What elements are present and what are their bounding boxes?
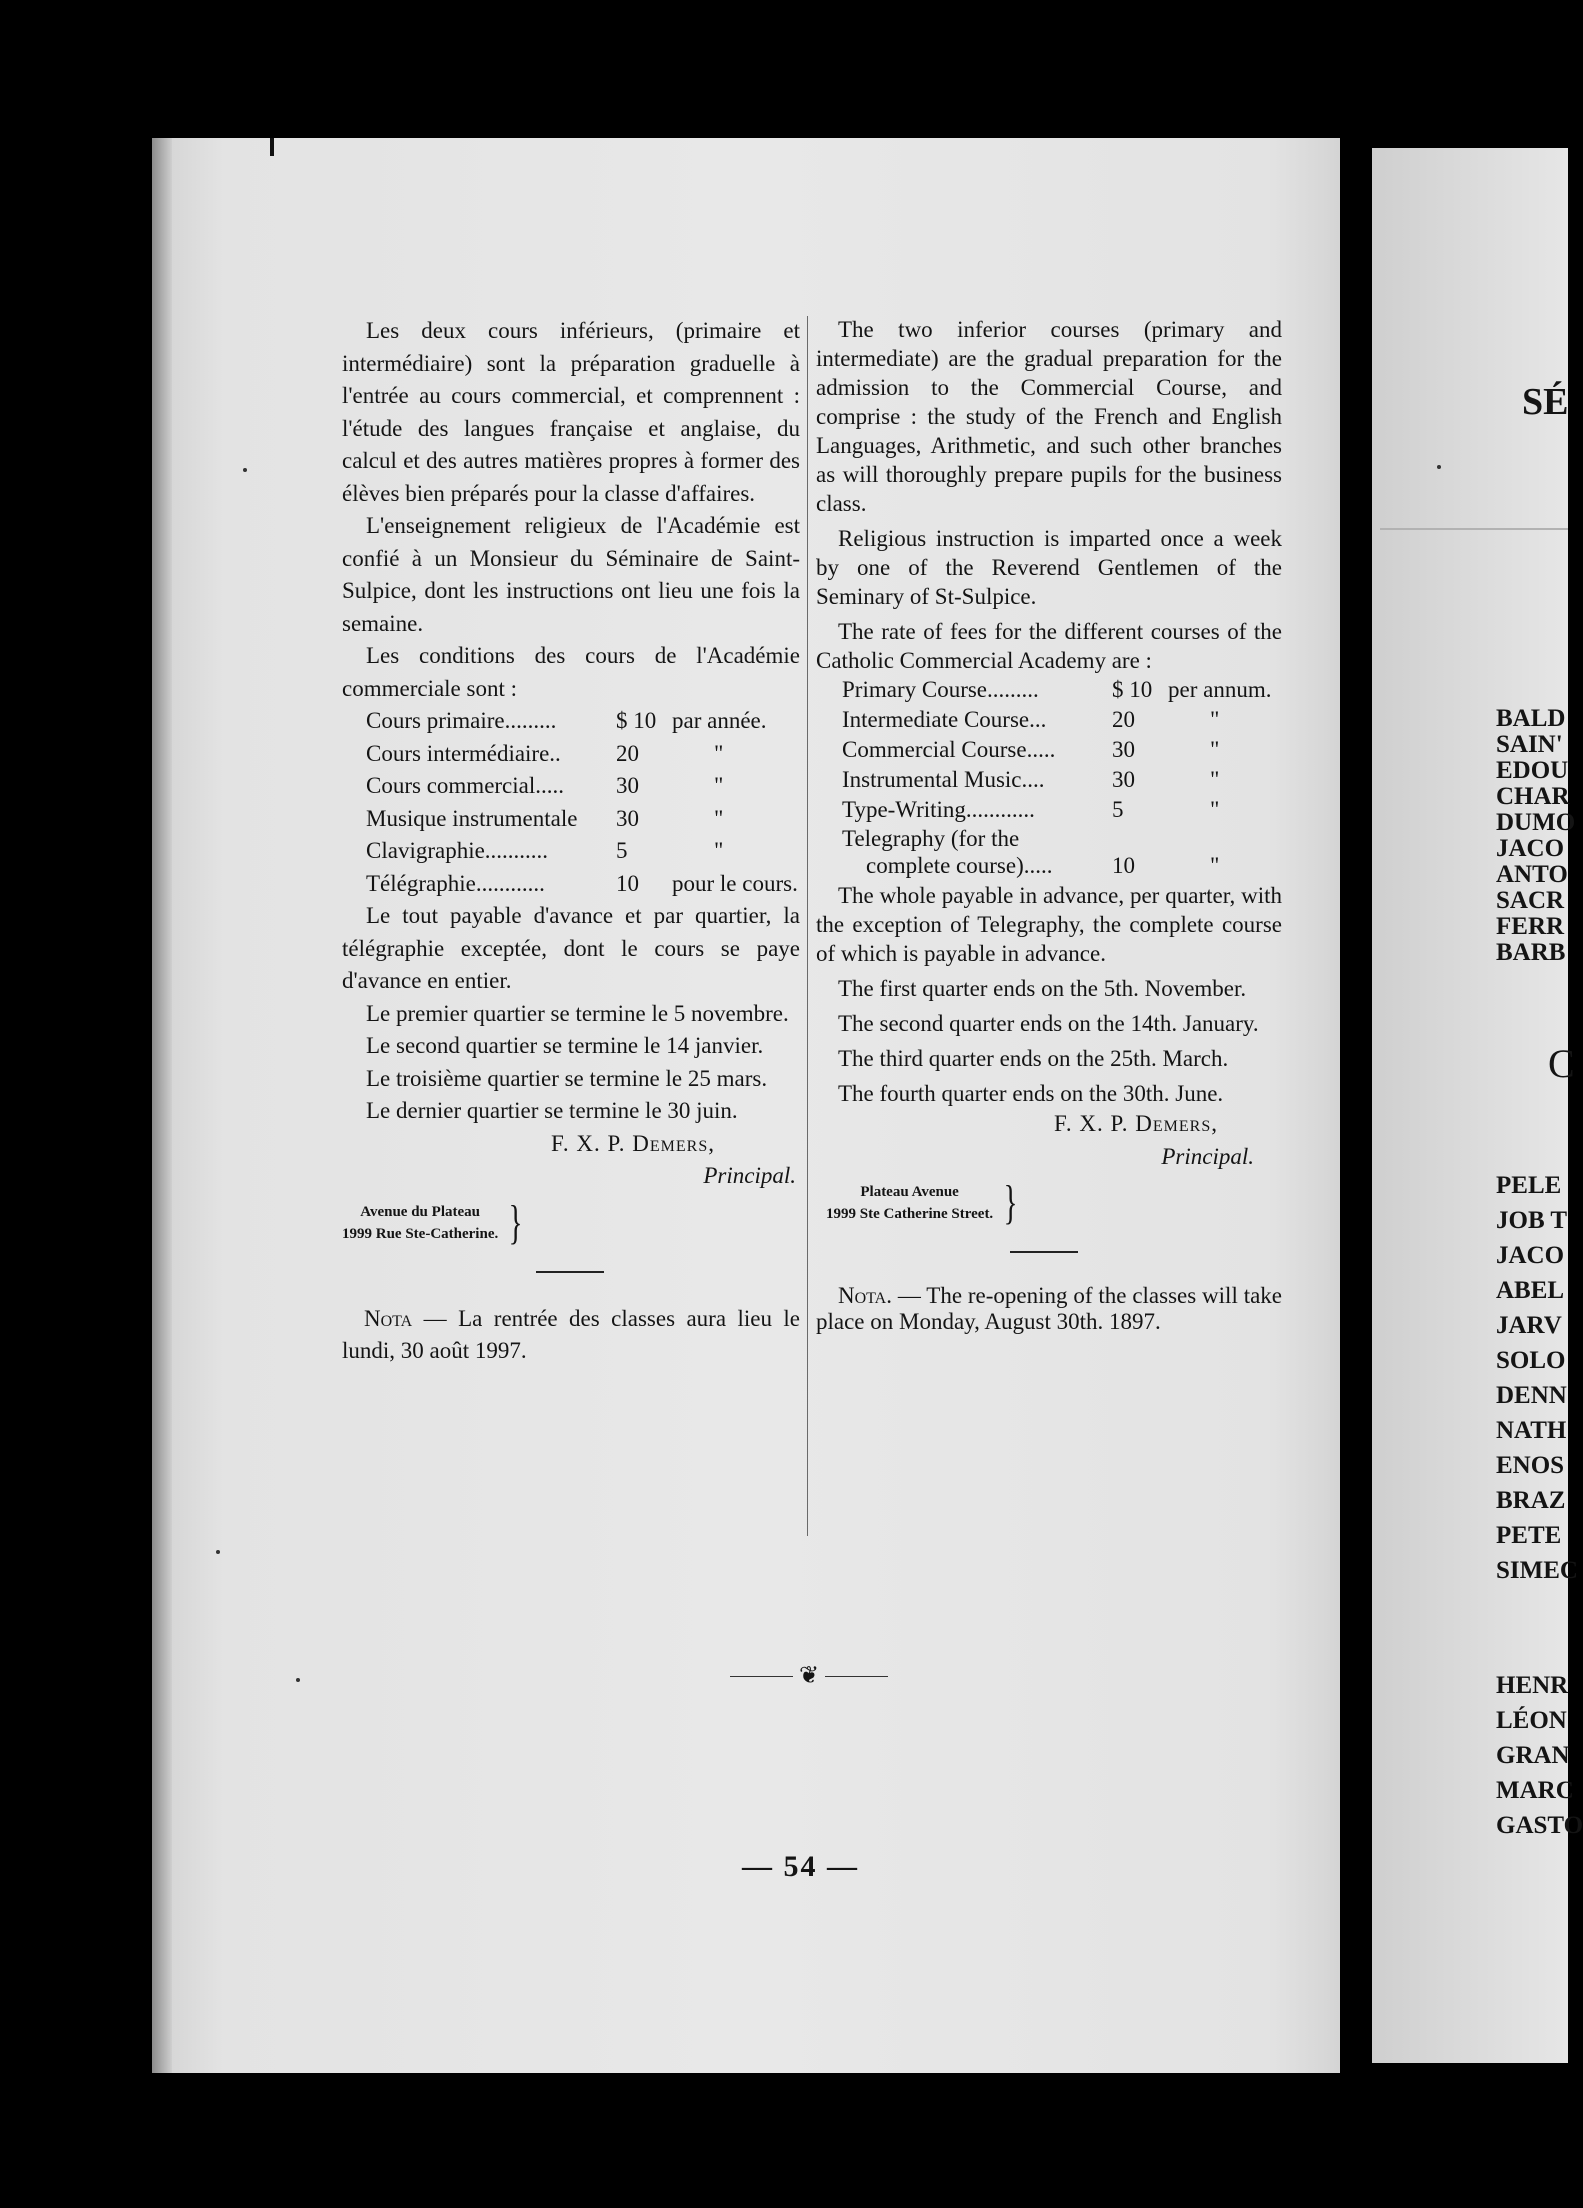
- fee-row: [366, 868, 800, 901]
- facing-name: GASTO: [1496, 1812, 1583, 1839]
- fee-period: ": [1210, 797, 1220, 822]
- facing-name: ABEL: [1496, 1277, 1565, 1304]
- signature-block: [342, 1128, 800, 1193]
- speck: [296, 1678, 300, 1682]
- facing-name: HENR: [1496, 1672, 1569, 1699]
- brace-icon: }: [1003, 1176, 1018, 1229]
- section-rule: [536, 1271, 604, 1273]
- fee-name: Musique instrumentale: [366, 805, 578, 831]
- facing-page-rule: [1380, 528, 1568, 530]
- page-gutter-shadow: [152, 138, 172, 2073]
- fee-row: [842, 735, 1282, 765]
- paragraph: Les conditions des cours de l'Académie commerciale sont :: [342, 643, 800, 701]
- fee-row: [366, 738, 800, 771]
- address-line: Avenue du Plateau: [360, 1203, 480, 1220]
- speck: [243, 468, 247, 472]
- fee-period: ": [1210, 767, 1220, 792]
- facing-name: SACR: [1496, 887, 1565, 914]
- fleuron-ornament: [730, 1664, 888, 1688]
- fee-amount: 30: [616, 773, 639, 798]
- fleuron-icon: ❦: [798, 1663, 820, 1689]
- paragraph: Religious instruction is imparted once a week by one of the Reverend Gentlemen of the Seminary of St-Sulpice.: [816, 526, 1282, 609]
- fee-period: ": [1210, 737, 1220, 762]
- signature-name: F. X. P. Demers,: [1053, 1111, 1218, 1136]
- nota-label: Nota.: [838, 1283, 892, 1308]
- facing-name: SAIN': [1496, 731, 1563, 758]
- fee-name: Télégraphie............: [366, 870, 545, 896]
- facing-name: DUMO: [1496, 809, 1576, 836]
- facing-name: NATH: [1496, 1417, 1567, 1444]
- paragraph: The first quarter ends on the 5th. November.: [838, 976, 1247, 1001]
- facing-page-letter: C: [1548, 1041, 1575, 1086]
- paragraph: The third quarter ends on the 25th. March.: [838, 1046, 1229, 1071]
- facing-name: FERR: [1496, 913, 1565, 940]
- fee-period: ": [714, 740, 724, 766]
- fee-row: [366, 835, 800, 868]
- fee-table: [816, 675, 1282, 881]
- paragraph: Les deux cours inférieurs, (primaire et intermédiaire) sont la préparation graduelle à l'entrée au cours commercial, et comprennent : l'étude des langues française et anglaise, du calcul et des autres matières propres à former des élèves bien préparés pour la classe d'affaires.: [342, 318, 800, 506]
- fee-row: [366, 803, 800, 836]
- facing-name: SOLO: [1496, 1347, 1566, 1374]
- fee-amount: 5: [1112, 797, 1124, 822]
- fee-row: [366, 770, 800, 803]
- signature-role: Principal.: [1161, 1143, 1254, 1169]
- page-number: — 54 —: [742, 1850, 859, 1883]
- facing-name: ENOS: [1496, 1452, 1565, 1479]
- facing-name: LÉON: [1496, 1707, 1567, 1734]
- signature-block: [816, 1108, 1282, 1173]
- fee-name: Commercial Course.....: [842, 737, 1056, 762]
- nota-label: Nota: [364, 1305, 413, 1331]
- fee-row: [842, 765, 1282, 795]
- fee-name: Primary Course.........: [842, 677, 1039, 702]
- paragraph: The second quarter ends on the 14th. January.: [838, 1011, 1259, 1036]
- facing-page-name-list-1: [1496, 706, 1575, 966]
- paragraph: The rate of fees for the different courses of the Catholic Commercial Academy are :: [816, 619, 1282, 673]
- fee-name: Cours intermédiaire..: [366, 740, 561, 766]
- fee-period: pour le cours.: [672, 870, 798, 896]
- facing-name: JACO: [1496, 835, 1565, 862]
- brace-icon: }: [508, 1195, 523, 1249]
- facing-name: JARV: [1496, 1312, 1562, 1339]
- page-edge-mark: [270, 138, 274, 156]
- facing-page-heading: SÉ: [1522, 381, 1569, 423]
- facing-page: [1372, 148, 1583, 2063]
- fee-table: [342, 705, 800, 900]
- fee-name: Cours primaire.........: [366, 708, 557, 733]
- fee-name: Telegraphy (for the: [842, 826, 1020, 851]
- nota-text: — La rentrée des classes aura lieu le lundi, 30 août 1997.: [342, 1305, 800, 1363]
- address-line: 1999 Rue Ste-Catherine.: [342, 1225, 499, 1242]
- facing-name: MARC: [1496, 1777, 1574, 1804]
- address-line: Plateau Avenue: [860, 1184, 959, 1200]
- fee-row: [842, 795, 1282, 825]
- fee-amount: 30: [616, 805, 639, 831]
- address-line: 1999 Ste Catherine Street.: [826, 1206, 994, 1222]
- paragraph: L'enseignement religieux de l'Académie est confié à un Monsieur du Séminaire de Saint-Sulpice, dont les instructions ont lieu une fois la semaine.: [342, 513, 800, 636]
- fee-name: Cours commercial.....: [366, 773, 565, 798]
- facing-name: BARB: [1496, 939, 1566, 966]
- speck: [216, 1550, 220, 1554]
- fee-name: Instrumental Music....: [842, 767, 1045, 792]
- fee-row: [366, 705, 800, 738]
- facing-name: PETE: [1496, 1522, 1562, 1549]
- fee-name: Type-Writing............: [842, 797, 1035, 822]
- paragraph: The whole payable in advance, per quarter, with the exception of Telegraphy, the complete course of which is payable in advance.: [816, 883, 1282, 966]
- section-rule: [1010, 1251, 1078, 1253]
- fee-period: ": [714, 805, 724, 831]
- paragraph: Le dernier quartier se termine le 30 juin.: [366, 1098, 738, 1123]
- facing-name: SIMEC: [1496, 1557, 1578, 1584]
- nota-text: — The re-opening of the classes will take place on Monday, August 30th. 1897.: [816, 1283, 1282, 1334]
- facing-name: JACO: [1496, 1242, 1565, 1269]
- fee-period: per annum.: [1168, 677, 1272, 702]
- fee-row: [842, 825, 1282, 881]
- fee-amount: 10: [616, 870, 639, 896]
- fee-name: Intermediate Course...: [842, 707, 1047, 732]
- paragraph: Le tout payable d'avance et par quartier, la télégraphie exceptée, dont le cours se paye d'avance en entier.: [342, 903, 800, 993]
- fee-period: ": [714, 838, 724, 863]
- fee-period: par année.: [672, 708, 767, 733]
- fee-amount: 30: [1112, 737, 1135, 762]
- facing-name: PELE: [1496, 1172, 1562, 1199]
- signature-role: Principal.: [703, 1163, 796, 1188]
- paragraph: Le second quartier se termine le 14 janvier.: [366, 1033, 764, 1058]
- fee-amount: 20: [616, 740, 639, 766]
- speck: [1437, 465, 1441, 469]
- fee-period: ": [1210, 853, 1220, 878]
- fee-amount: $ 10: [616, 708, 657, 733]
- nota-paragraph: [342, 1303, 800, 1368]
- fee-name: Clavigraphie...........: [366, 838, 549, 863]
- address-block: [816, 1176, 1282, 1229]
- facing-name: DENN: [1496, 1382, 1567, 1409]
- fee-amount: 10: [1112, 853, 1135, 878]
- english-column: [816, 315, 1282, 1335]
- fee-period: ": [1210, 707, 1220, 732]
- paragraph: The two inferior courses (primary and intermediate) are the gradual preparation for the admission to the Commercial Course, and comprise : the study of the French and English Languages, Arithmetic, and such other branches as will thoroughly prepare pupils for the business class.: [816, 317, 1282, 516]
- facing-page-name-list-2: [1496, 1168, 1578, 1588]
- facing-name: JOB T: [1496, 1207, 1568, 1234]
- nota-paragraph: [816, 1283, 1282, 1335]
- fee-amount: 5: [616, 838, 628, 863]
- fee-amount: $ 10: [1112, 677, 1153, 702]
- paragraph: Le premier quartier se termine le 5 novembre.: [366, 1000, 789, 1026]
- column-divider: [807, 316, 808, 1536]
- facing-name: ANTO: [1496, 861, 1568, 888]
- fee-amount: 30: [1112, 767, 1135, 792]
- fee-amount: 20: [1112, 707, 1135, 732]
- facing-page-name-list-3: [1496, 1668, 1583, 1843]
- fee-period: ": [714, 773, 724, 798]
- signature-name: F. X. P. Demers,: [550, 1130, 715, 1156]
- facing-name: CHAR: [1496, 783, 1570, 810]
- facing-name: GRAN: [1496, 1742, 1570, 1769]
- facing-name: BALD: [1496, 705, 1566, 732]
- fee-row: [842, 675, 1282, 705]
- fee-row: [842, 705, 1282, 735]
- facing-name: BRAZ: [1496, 1487, 1566, 1514]
- address-block: [342, 1195, 800, 1249]
- paragraph: The fourth quarter ends on the 30th. June.: [838, 1081, 1224, 1106]
- french-column: [342, 315, 800, 1368]
- paragraph: Le troisième quartier se termine le 25 mars.: [366, 1065, 768, 1091]
- fee-name-continued: complete course).....: [866, 853, 1053, 878]
- facing-name: EDOU: [1496, 757, 1569, 784]
